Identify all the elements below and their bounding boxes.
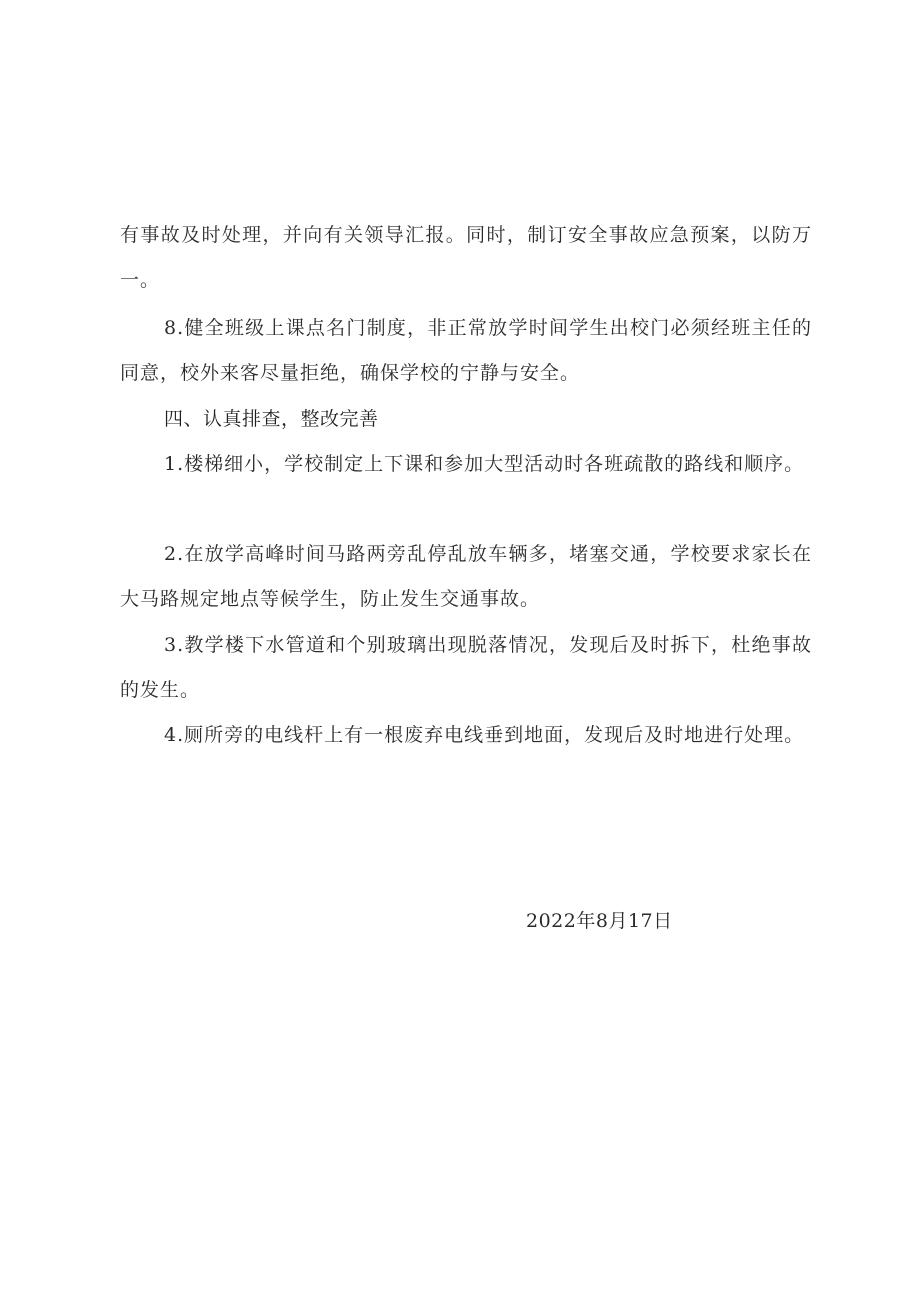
paragraph-continuation: 有事故及时处理，并向有关领导汇报。同时，制订安全事故应急预案，以防万一。 xyxy=(120,224,812,291)
list-item-3: 3.教学楼下水管道和个别玻璃出现脱落情况，发现后及时拆下，杜绝事故的发生。 xyxy=(120,634,812,701)
list-item-4: 4.厕所旁的电线杆上有一根废弃电线垂到地面，发现后及时地进行处理。 xyxy=(164,724,805,746)
paragraph-item-8: 8.健全班级上课点名门制度，非正常放学时间学生出校门必须经班主任的同意，校外来客尽量拒绝，确保学校的宁静与安全。 xyxy=(120,317,812,384)
document-date: 2022年8月17日 xyxy=(526,910,673,932)
list-item-1: 1.楼梯细小，学校制定上下课和参加大型活动时各班疏散的路线和顺序。 xyxy=(164,453,805,475)
list-item-2: 2.在放学高峰时间马路两旁乱停乱放车辆多，堵塞交通，学校要求家长在大马路规定地点等候学生，防止发生交通事故。 xyxy=(120,543,812,610)
section-heading: 四、认真排查，整改完善 xyxy=(164,408,379,430)
